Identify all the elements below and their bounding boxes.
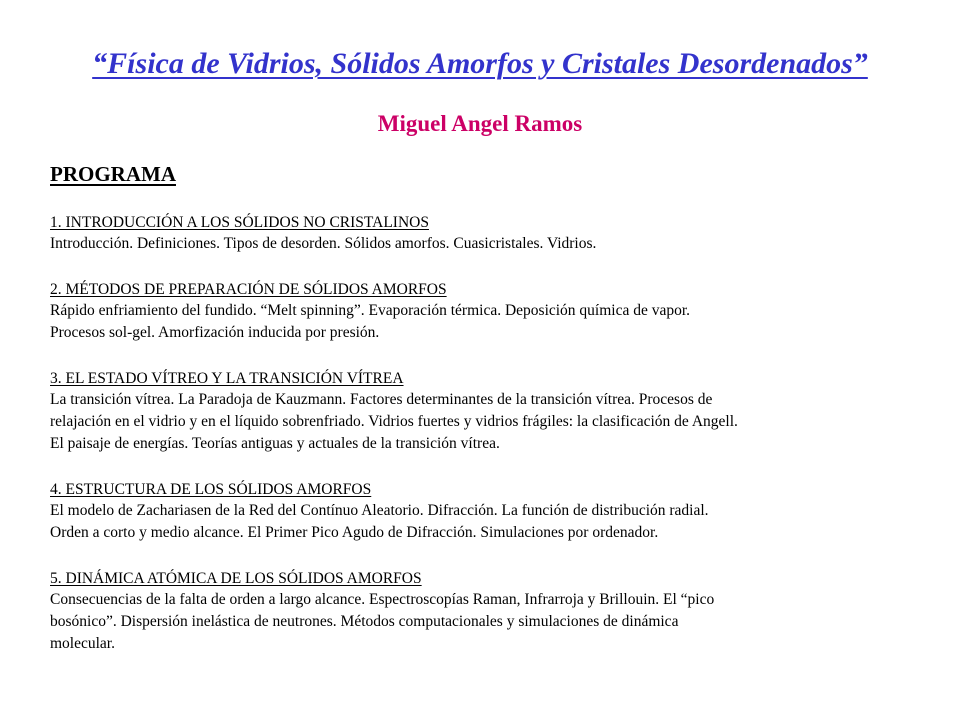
section-line: El modelo de Zachariasen de la Red del Contínuo Aleatorio. Difracción. La función de distribución radial. — [50, 502, 709, 519]
section-heading: 3. EL ESTADO VÍTREO Y LA TRANSICIÓN VÍTREA — [50, 370, 404, 387]
section-line: Introducción. Definiciones. Tipos de desorden. Sólidos amorfos. Cuasicristales. Vidrios. — [50, 235, 597, 252]
program-sections — [50, 213, 930, 680]
section-body — [50, 589, 930, 655]
section-line: El paisaje de energías. Teorías antiguas y actuales de la transición vítrea. — [50, 435, 500, 452]
page-title: “Física de Vidrios, Sólidos Amorfos y Cristales Desordenados” — [92, 47, 868, 80]
section-line: bosónico”. Dispersión inelástica de neutrones. Métodos computacionales y simulaciones de dinámica — [50, 613, 679, 630]
section-2 — [50, 280, 930, 344]
section-line: molecular. — [50, 635, 115, 652]
section-heading: 4. ESTRUCTURA DE LOS SÓLIDOS AMORFOS — [50, 481, 372, 498]
section-heading: 1. INTRODUCCIÓN A LOS SÓLIDOS NO CRISTALINOS — [50, 214, 429, 231]
section-body — [50, 500, 930, 544]
section-3 — [50, 369, 930, 455]
section-line: La transición vítrea. La Paradoja de Kauzmann. Factores determinantes de la transición vítrea. Procesos de — [50, 391, 713, 408]
section-line: Rápido enfriamiento del fundido. “Melt spinning”. Evaporación térmica. Deposición química de vapor. — [50, 302, 691, 319]
section-body — [50, 300, 930, 344]
section-heading: 2. MÉTODOS DE PREPARACIÓN DE SÓLIDOS AMORFOS — [50, 281, 447, 298]
author-name: Miguel Angel Ramos — [377, 111, 583, 136]
section-5 — [50, 569, 930, 655]
section-line: Orden a corto y medio alcance. El Primer Pico Agudo de Difracción. Simulaciones por ordenador. — [50, 524, 659, 541]
section-body — [50, 233, 930, 255]
section-body — [50, 389, 930, 455]
section-4 — [50, 480, 930, 544]
section-line: relajación en el vidrio y en el líquido sobrenfriado. Vidrios fuertes y vidrios frágiles: la clasificación de Angell. — [50, 413, 738, 430]
section-line: Consecuencias de la falta de orden a largo alcance. Espectroscopías Raman, Infrarroja y Brillouin. El “pico — [50, 591, 715, 608]
programa-heading: PROGRAMA — [50, 162, 176, 186]
section-heading: 5. DINÁMICA ATÓMICA DE LOS SÓLIDOS AMORFOS — [50, 570, 422, 587]
section-line: Procesos sol-gel. Amorfización inducida por presión. — [50, 324, 380, 341]
section-1 — [50, 213, 930, 255]
